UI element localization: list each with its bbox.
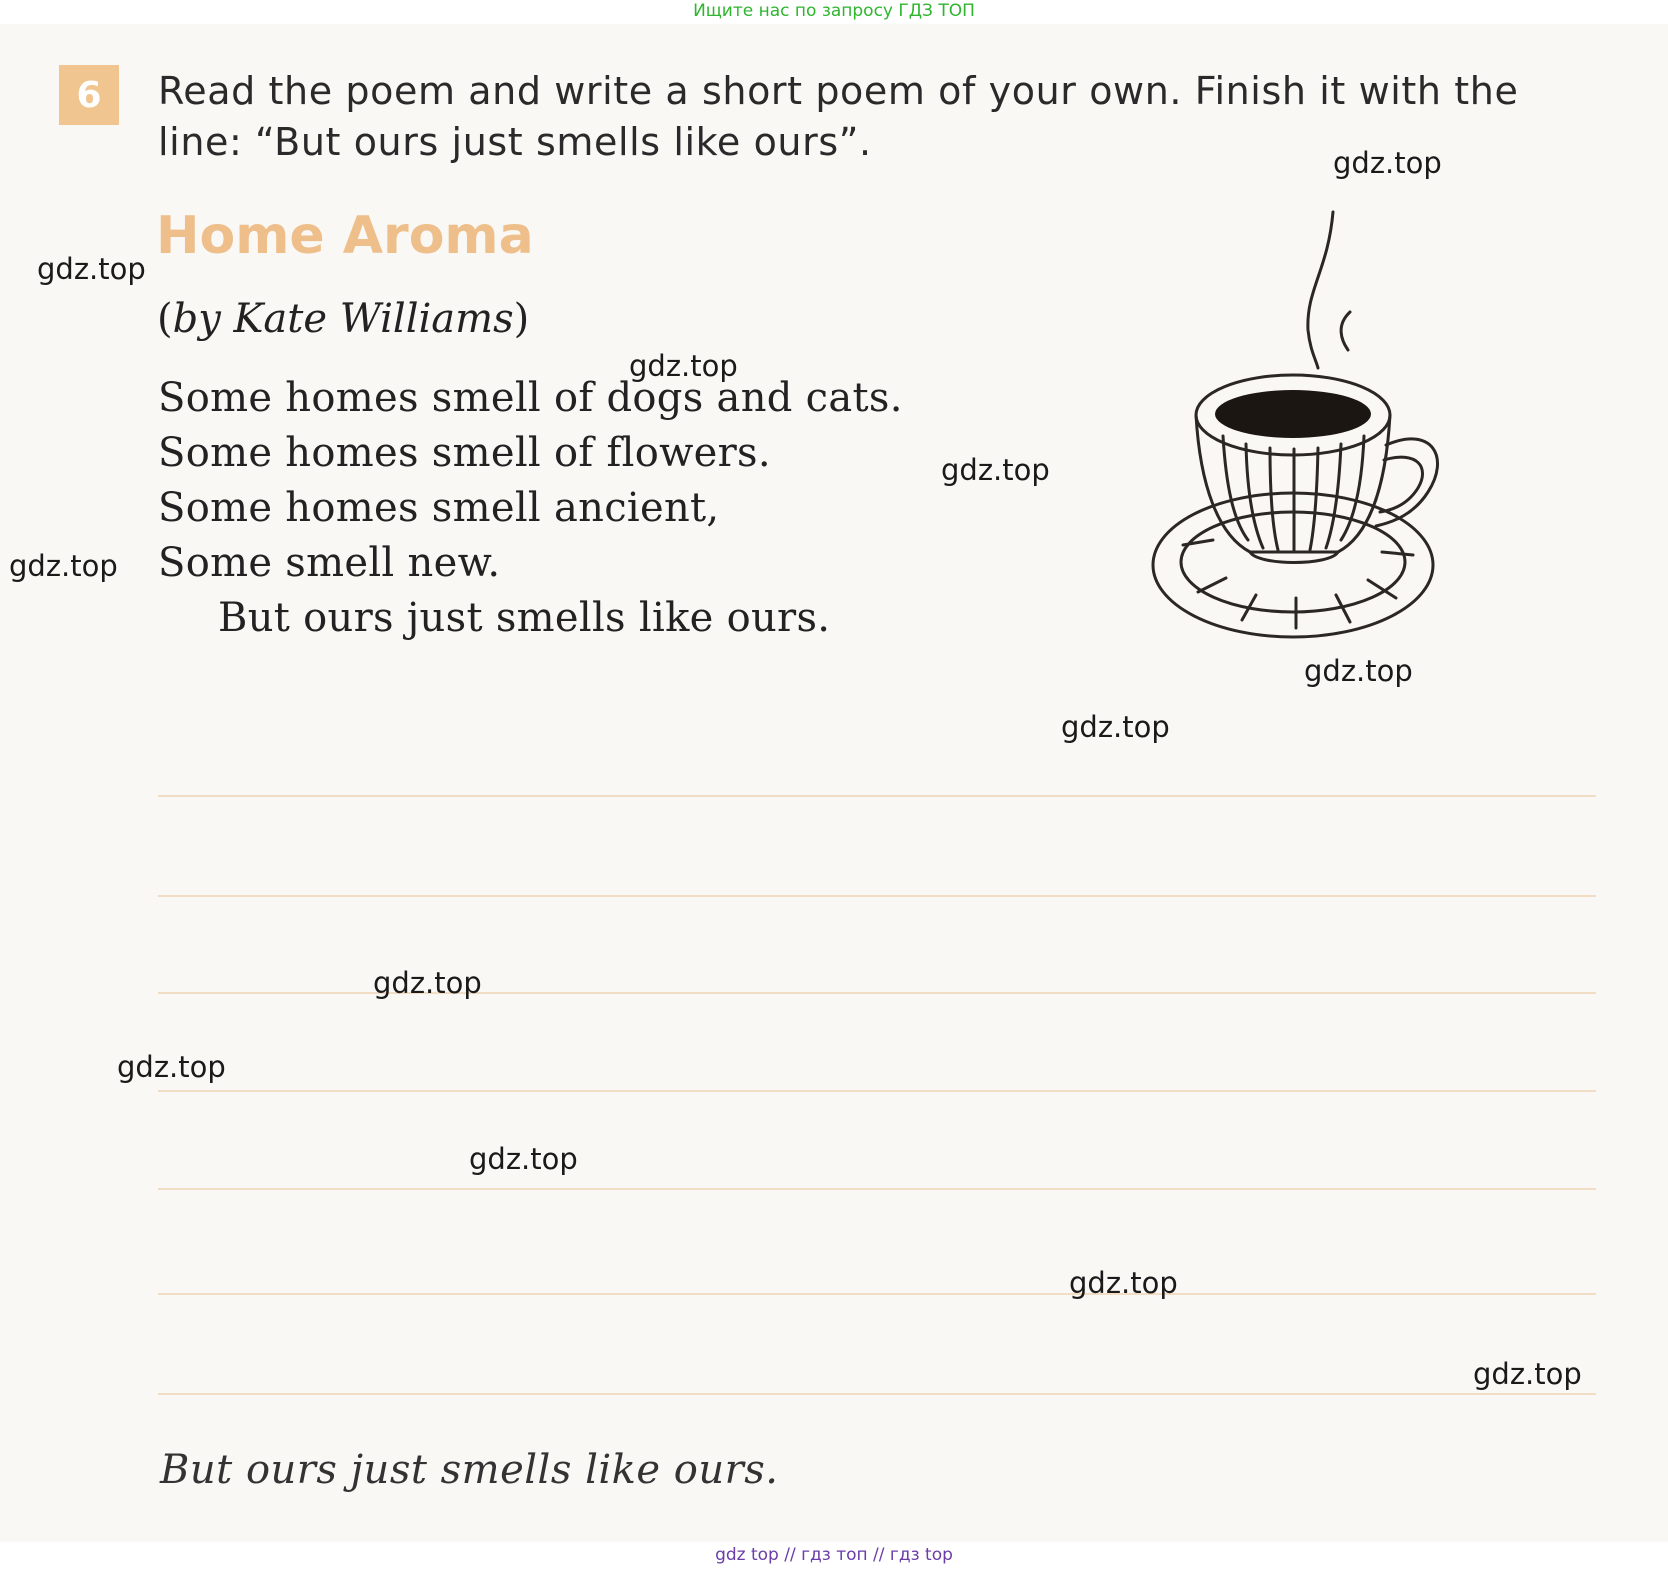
watermark: gdz.top bbox=[629, 349, 738, 383]
writing-line-7[interactable] bbox=[158, 1393, 1596, 1395]
watermark: gdz.top bbox=[469, 1142, 578, 1176]
watermark: gdz.top bbox=[1473, 1357, 1582, 1391]
coffee-cup-illustration bbox=[1138, 200, 1458, 640]
poem-title: Home Aroma bbox=[156, 206, 534, 266]
watermark: gdz.top bbox=[117, 1050, 226, 1084]
watermark: gdz.top bbox=[941, 453, 1050, 487]
bottom-banner[interactable]: gdz top // гдз топ // гдз top bbox=[715, 1545, 953, 1565]
watermark: gdz.top bbox=[9, 549, 118, 583]
watermark: gdz.top bbox=[37, 252, 146, 286]
exercise-number-badge: 6 bbox=[59, 65, 119, 125]
writing-line-1[interactable] bbox=[158, 795, 1596, 797]
poem-line-3: Some homes smell ancient, bbox=[158, 485, 720, 531]
writing-line-6[interactable] bbox=[158, 1293, 1596, 1295]
writing-line-2[interactable] bbox=[158, 895, 1596, 897]
writing-line-5[interactable] bbox=[158, 1188, 1596, 1190]
watermark: gdz.top bbox=[373, 966, 482, 1000]
watermark: gdz.top bbox=[1304, 654, 1413, 688]
poem-author bbox=[157, 296, 529, 342]
author-name: by Kate Williams bbox=[172, 296, 514, 342]
author-paren-close: ) bbox=[513, 296, 530, 342]
poem-line-4: Some smell new. bbox=[158, 540, 501, 586]
watermark: gdz.top bbox=[1069, 1266, 1178, 1300]
poem-line-5: But ours just smells like ours. bbox=[218, 595, 831, 641]
instruction-line-1: Read the poem and write a short poem of your own. Finish it with the bbox=[158, 69, 1519, 113]
poem-line-2: Some homes smell of flowers. bbox=[158, 430, 771, 476]
watermark: gdz.top bbox=[1061, 710, 1170, 744]
top-banner[interactable]: Ищите нас по запросу ГДЗ ТОП bbox=[693, 1, 975, 21]
answer-final-line: But ours just smells like ours. bbox=[160, 1447, 779, 1493]
poem-line-1: Some homes smell of dogs and cats. bbox=[158, 375, 903, 421]
instruction-line-2: line: “But ours just smells like ours”. bbox=[158, 120, 872, 164]
watermark: gdz.top bbox=[1333, 146, 1442, 180]
writing-line-4[interactable] bbox=[158, 1090, 1596, 1092]
author-paren-open: ( bbox=[157, 296, 173, 342]
